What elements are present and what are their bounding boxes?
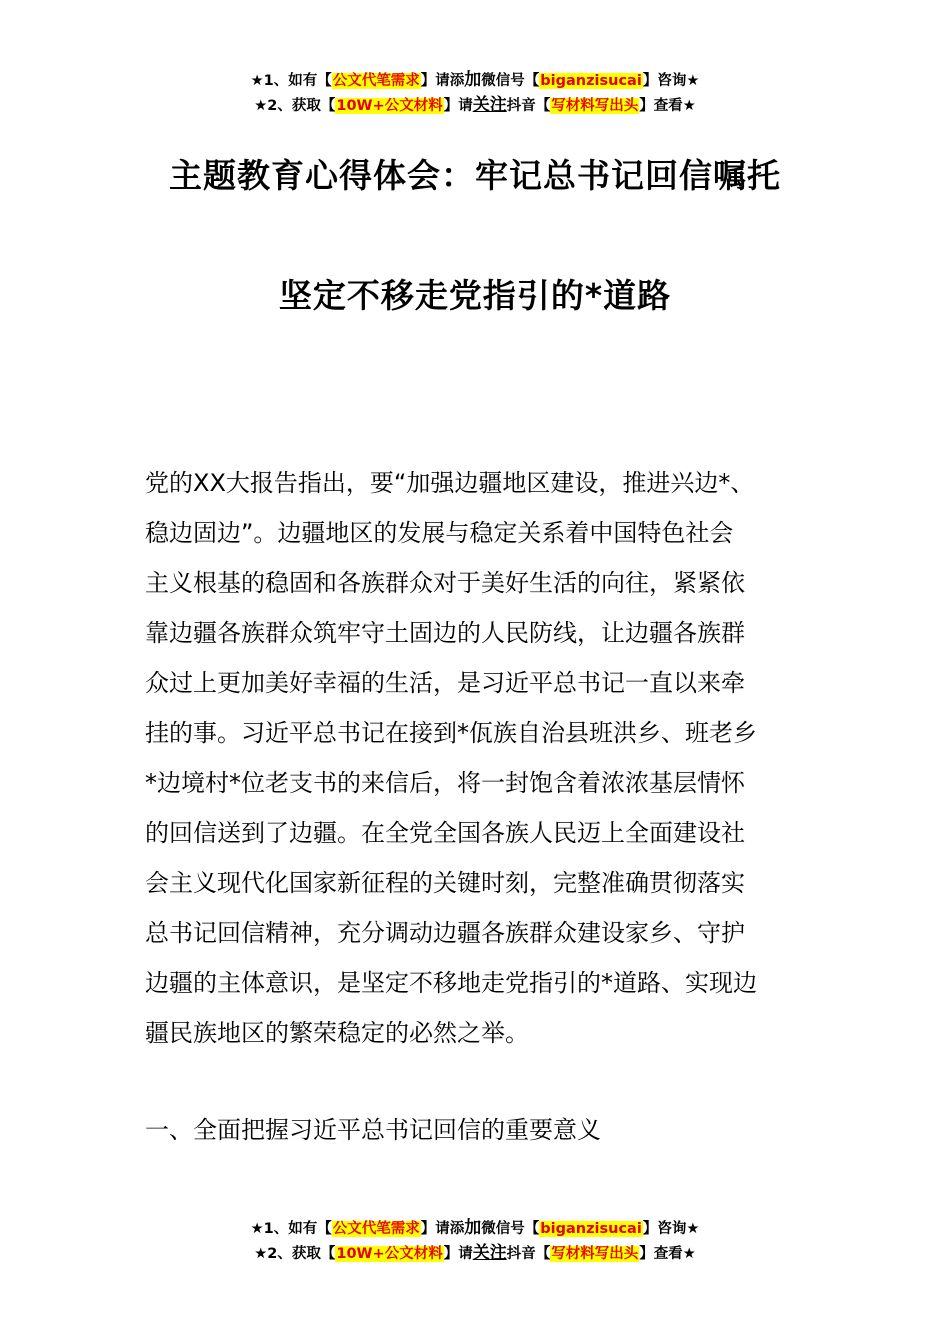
promo-highlight: 写材料写出头 [551,98,639,114]
promo-text: 】请添 [420,1221,465,1237]
section-heading: 一、全面把握习近平总书记回信的重要意义 [145,1116,601,1144]
paragraph-line: 众过上更加美好幸福的生活，是习近平总书记一直以来牵 [145,669,745,697]
paragraph-line: 疆民族地区的繁荣稳定的必然之举。 [145,1019,529,1047]
paragraph-line: 会主义现代化国家新征程的关键时刻，完整准确贯彻落实 [145,869,745,897]
paragraph-line: 靠边疆各族群众筑牢守土固边的人民防线，让边疆各族群 [145,619,745,647]
promo-text: 】咨询★ [642,73,700,89]
promo-line-1 [0,1216,950,1241]
promo-text: 加 [464,1218,482,1238]
promo-highlight: 10W+公文材料 [336,98,443,114]
paragraph-line: *边境村*位老支书的来信后，将一封饱含着浓浓基层情怀 [145,769,745,797]
promo-highlight: biganzisucai [540,1221,642,1237]
promo-text: 抖音【 [506,1246,551,1262]
promo-banner-bottom [0,1216,950,1266]
body-paragraph [145,458,807,1058]
document-title-line-2: 坚定不移走党指引的*道路 [278,276,672,315]
promo-text: 】查看★ [639,1246,696,1262]
promo-text: 抖音【 [506,98,551,114]
promo-text: 】请 [443,98,473,114]
promo-line-1 [0,68,950,93]
promo-text: 关注 [472,95,507,115]
promo-text: 】咨询★ [642,1221,700,1237]
paragraph-line: 挂的事。习近平总书记在接到*佤族自治县班洪乡、班老乡 [145,719,757,747]
promo-text: 加 [464,70,482,90]
promo-text: 】查看★ [639,98,696,114]
promo-text: ★1、如有【 [250,73,332,89]
promo-text: 微信号【 [481,1221,540,1237]
paragraph-line: 的回信送到了边疆。在全党全国各族人民迈上全面建设社 [145,819,745,847]
promo-text: 微信号【 [481,73,540,89]
promo-line-2 [0,1241,950,1266]
promo-line-2 [0,93,950,118]
paragraph-line: 总书记回信精神，充分调动边疆各族群众建设家乡、守护 [145,919,745,947]
promo-highlight: 公文代笔需求 [332,73,420,89]
paragraph-line: 边疆的主体意识，是坚定不移地走党指引的*道路、实现边 [145,969,757,997]
promo-text: ★1、如有【 [250,1221,332,1237]
paragraph-line: 稳边固边”。边疆地区的发展与稳定关系着中国特色社会 [145,519,734,547]
promo-highlight: 写材料写出头 [551,1246,639,1262]
promo-text: ★2、获取【 [254,1246,336,1262]
promo-banner-top [0,68,950,118]
promo-text: 】请添 [420,73,465,89]
promo-text: ★2、获取【 [254,98,336,114]
document-title-line-1: 主题教育心得体会：牢记总书记回信嘱托 [169,156,781,195]
promo-text: 】请 [443,1246,473,1262]
promo-highlight: biganzisucai [540,73,642,89]
promo-text: 关注 [472,1243,507,1263]
paragraph-line: 主义根基的稳固和各族群众对于美好生活的向往，紧紧依 [145,569,745,597]
promo-highlight: 公文代笔需求 [332,1221,420,1237]
promo-highlight: 10W+公文材料 [336,1246,443,1262]
paragraph-line: 党的XX大报告指出，要“加强边疆地区建设，推进兴边*、 [145,469,755,497]
